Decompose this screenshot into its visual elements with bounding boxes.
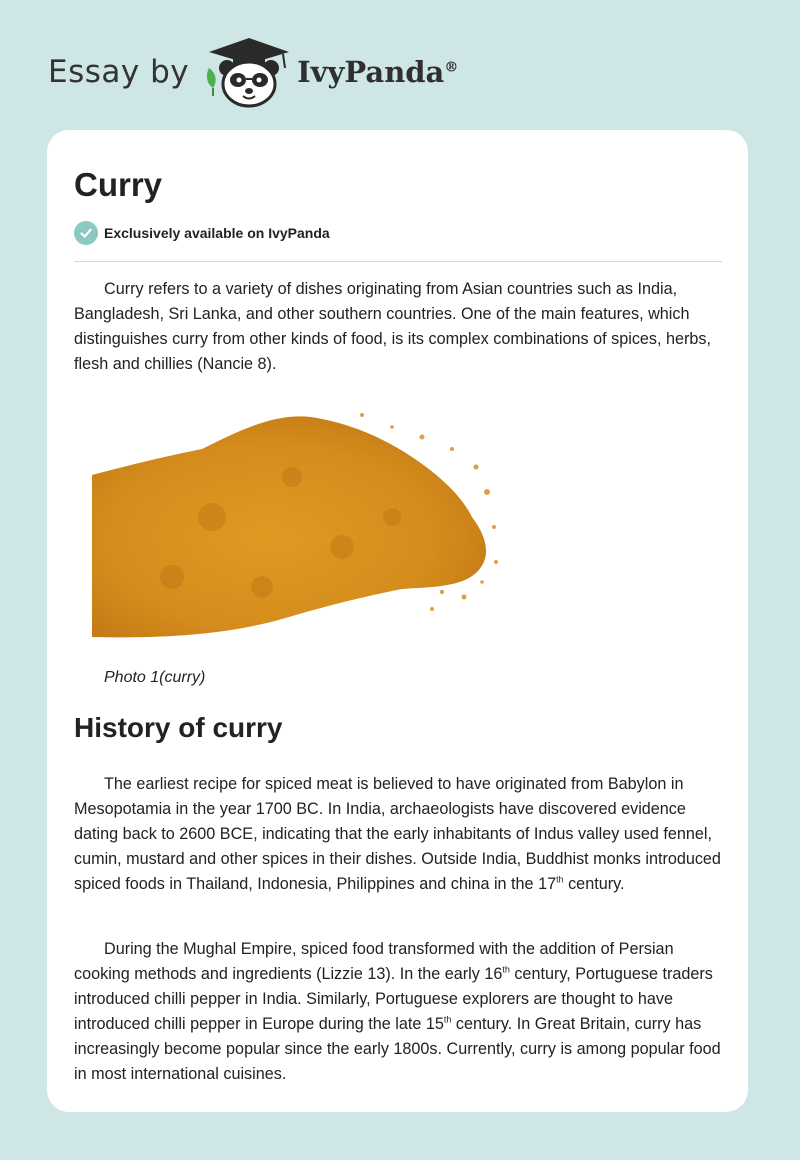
history-paragraph-2: During the Mughal Empire, spiced food transformed with the addition of Persian cooking methods and ingredients (Lizzie 13). In the early 16th century, Portuguese traders introduced chilli pepper in India. Similarly, Portuguese explorers are thought to have introduced chilli pepper in Europe during the late 15th century. In Great Britain, curry has increasingly become popular since the early 1800s. Currently, curry is among popular food in most international cuisines. xyxy=(74,940,721,1083)
intro-paragraph: Curry refers to a variety of dishes originating from Asian countries such as India, Bangladesh, Sri Lanka, and other southern countries. One of the main features, which distinguishes curry from other kinds of food, is its complex combinations of spices, herbs, flesh and chillies (Nancie 8). xyxy=(74,280,711,373)
history-paragraph-1: The earliest recipe for spiced meat is believed to have originated from Babylon in Mesopotamia in the year 1700 BC. In India, archaeologists have discovered evidence dating back to 2600 BCE, indicating that the early inhabitants of Indus valley used fennel, cumin, mustard and other spices in their dishes. Outside India, Buddhist monks introduced spiced foods in Thailand, Indonesia, Philippines and china in the 17th century. xyxy=(74,775,721,893)
essay-by-label: Essay by xyxy=(48,54,190,90)
panda-graduate-icon[interactable] xyxy=(203,34,295,110)
page-title: Curry xyxy=(74,166,163,203)
essay-card xyxy=(47,130,748,1112)
curry-powder-image xyxy=(92,397,504,643)
section-heading: History of curry xyxy=(74,712,283,743)
trademark-symbol: ® xyxy=(444,59,459,76)
site-header xyxy=(48,34,458,110)
check-icon xyxy=(74,221,98,245)
photo-caption: Photo 1(curry) xyxy=(104,669,206,686)
exclusive-label: Exclusively available on IvyPanda xyxy=(104,225,330,241)
divider xyxy=(74,261,722,262)
brand-name[interactable]: IvyPanda® xyxy=(297,55,459,89)
exclusive-badge xyxy=(74,221,330,245)
